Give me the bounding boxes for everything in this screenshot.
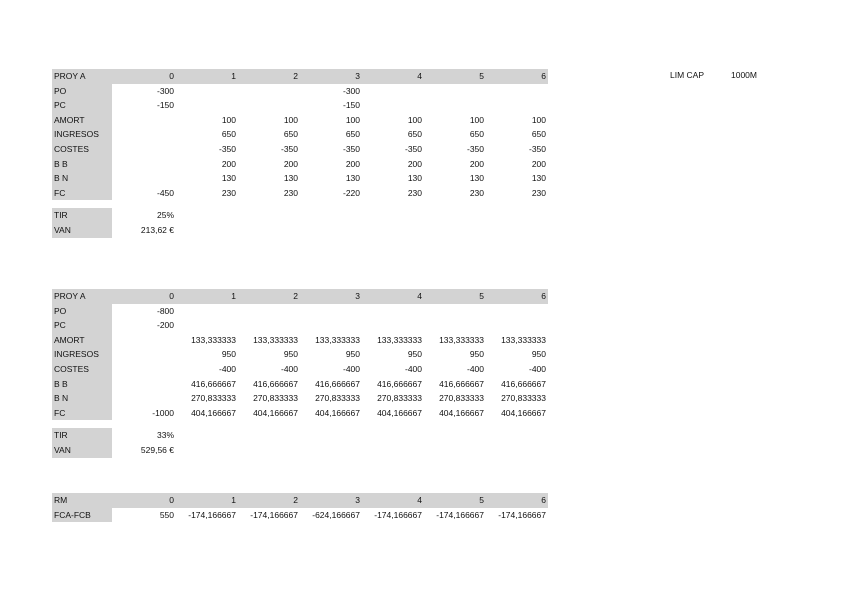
value-cell: 650: [283, 129, 298, 140]
value-cell: -450: [156, 187, 174, 198]
summary-row: [52, 208, 548, 223]
value-cell: [112, 347, 176, 362]
table-row: [52, 84, 548, 99]
value-cell: [362, 84, 424, 99]
value-cell: -400: [404, 363, 422, 374]
value-cell: 0: [112, 69, 176, 84]
row-label-cell: AMORT: [52, 333, 112, 348]
summary-label-cell: TIR: [52, 208, 112, 223]
row-label-cell: PO: [52, 84, 112, 99]
value-cell: -174,166667: [498, 509, 546, 520]
value-cell: 6: [486, 289, 548, 304]
value-cell: [176, 98, 238, 113]
summary-value-cell: 33%: [156, 430, 174, 441]
row-label-cell: RM: [52, 493, 112, 508]
value-cell: [112, 377, 176, 392]
value-cell: 0: [112, 289, 176, 304]
table-row: [52, 391, 548, 406]
value-cell: 200: [221, 158, 236, 169]
value-cell: 2: [238, 69, 300, 84]
table-row: [52, 113, 548, 128]
value-cell: [112, 362, 176, 377]
row-label-cell: PROY A: [52, 289, 112, 304]
value-cell: [112, 157, 176, 172]
value-cell: 133,333333: [501, 334, 546, 345]
table-row: [52, 508, 548, 523]
value-cell: [362, 304, 424, 319]
summary-label-cell: VAN: [52, 223, 112, 238]
value-cell: -300: [342, 85, 360, 96]
summary-row: [52, 443, 548, 458]
header-row: [52, 493, 548, 508]
value-cell: 2: [238, 289, 300, 304]
value-cell: 404,166667: [439, 407, 484, 418]
value-cell: 404,166667: [501, 407, 546, 418]
table-row: [52, 304, 548, 319]
value-cell: [238, 98, 300, 113]
value-cell: 950: [531, 349, 546, 360]
row-label-cell: PROY A: [52, 69, 112, 84]
value-cell: 230: [407, 187, 422, 198]
value-cell: 416,666667: [439, 378, 484, 389]
value-cell: 416,666667: [501, 378, 546, 389]
value-cell: 5: [424, 69, 486, 84]
value-cell: 270,833333: [439, 393, 484, 404]
value-cell: [176, 84, 238, 99]
value-cell: [176, 318, 238, 333]
value-cell: [238, 304, 300, 319]
summary-row: [52, 428, 548, 443]
value-cell: 133,333333: [439, 334, 484, 345]
spacer-row: [52, 420, 548, 428]
value-cell: -350: [404, 143, 422, 154]
value-cell: [424, 304, 486, 319]
value-cell: 1: [176, 289, 238, 304]
value-cell: 650: [221, 129, 236, 140]
value-cell: 0: [112, 493, 176, 508]
value-cell: 230: [531, 187, 546, 198]
value-cell: 950: [283, 349, 298, 360]
value-cell: [300, 318, 362, 333]
value-cell: [112, 142, 176, 157]
value-cell: [362, 318, 424, 333]
value-cell: 950: [469, 349, 484, 360]
row-label-cell: B B: [52, 377, 112, 392]
value-cell: [486, 84, 548, 99]
row-label-cell: FC: [52, 186, 112, 201]
row-label-cell: FCA-FCB: [52, 508, 112, 523]
row-label-cell: B N: [52, 171, 112, 186]
value-cell: 1: [176, 69, 238, 84]
value-cell: 404,166667: [315, 407, 360, 418]
value-cell: [362, 98, 424, 113]
value-cell: -800: [156, 305, 174, 316]
summary-label-cell: TIR: [52, 428, 112, 443]
value-cell: 133,333333: [377, 334, 422, 345]
row-label-cell: COSTES: [52, 142, 112, 157]
value-cell: 270,833333: [253, 393, 298, 404]
row-label-cell: B B: [52, 157, 112, 172]
summary-label-cell: VAN: [52, 443, 112, 458]
value-cell: 416,666667: [377, 378, 422, 389]
value-cell: 200: [283, 158, 298, 169]
header-row: [52, 69, 548, 84]
value-cell: [238, 318, 300, 333]
value-cell: 404,166667: [377, 407, 422, 418]
lim-cap-label: LIM CAP: [670, 70, 705, 80]
value-cell: -400: [218, 363, 236, 374]
table-row: [52, 127, 548, 142]
value-cell: 416,666667: [315, 378, 360, 389]
row-label-cell: PO: [52, 304, 112, 319]
value-cell: 230: [221, 187, 236, 198]
value-cell: -150: [156, 100, 174, 111]
value-cell: [238, 84, 300, 99]
value-cell: 4: [362, 493, 424, 508]
value-cell: 100: [221, 114, 236, 125]
value-cell: [112, 391, 176, 406]
row-label-cell: FC: [52, 406, 112, 421]
summary-value-cell: 25%: [156, 210, 174, 221]
value-cell: -350: [218, 143, 236, 154]
value-cell: 130: [407, 173, 422, 184]
value-cell: -300: [156, 85, 174, 96]
value-cell: -350: [528, 143, 546, 154]
value-cell: [112, 127, 176, 142]
summary-value-cell: 529,56 €: [140, 444, 174, 455]
value-cell: 100: [283, 114, 298, 125]
table-row: [52, 157, 548, 172]
row-label-cell: INGRESOS: [52, 127, 112, 142]
value-cell: [424, 318, 486, 333]
value-cell: 130: [345, 173, 360, 184]
value-cell: 404,166667: [253, 407, 298, 418]
lim-cap-value: 1000M: [731, 70, 757, 80]
value-cell: -174,166667: [374, 509, 422, 520]
row-label-cell: B N: [52, 391, 112, 406]
project-a-table: [52, 69, 548, 238]
value-cell: 6: [486, 493, 548, 508]
value-cell: 200: [531, 158, 546, 169]
value-cell: 416,666667: [253, 378, 298, 389]
value-cell: -350: [342, 143, 360, 154]
table-row: [52, 377, 548, 392]
table-row: [52, 318, 548, 333]
value-cell: -174,166667: [436, 509, 484, 520]
value-cell: 100: [345, 114, 360, 125]
value-cell: 200: [469, 158, 484, 169]
value-cell: 100: [531, 114, 546, 125]
value-cell: -350: [466, 143, 484, 154]
value-cell: 100: [469, 114, 484, 125]
value-cell: 6: [486, 69, 548, 84]
value-cell: 650: [469, 129, 484, 140]
value-cell: -150: [342, 100, 360, 111]
row-label-cell: PC: [52, 318, 112, 333]
value-cell: -350: [280, 143, 298, 154]
value-cell: -624,166667: [312, 509, 360, 520]
table-row: [52, 142, 548, 157]
value-cell: 404,166667: [191, 407, 236, 418]
value-cell: 2: [238, 493, 300, 508]
value-cell: 270,833333: [315, 393, 360, 404]
value-cell: 3: [300, 69, 362, 84]
table-row: [52, 171, 548, 186]
value-cell: -174,166667: [188, 509, 236, 520]
value-cell: 416,666667: [191, 378, 236, 389]
value-cell: 3: [300, 289, 362, 304]
value-cell: 130: [469, 173, 484, 184]
value-cell: 270,833333: [501, 393, 546, 404]
value-cell: 130: [221, 173, 236, 184]
project-b-table: [52, 289, 548, 458]
value-cell: 133,333333: [315, 334, 360, 345]
value-cell: [424, 84, 486, 99]
value-cell: 950: [407, 349, 422, 360]
value-cell: 133,333333: [191, 334, 236, 345]
value-cell: -400: [280, 363, 298, 374]
value-cell: 650: [345, 129, 360, 140]
value-cell: 950: [221, 349, 236, 360]
value-cell: [486, 98, 548, 113]
value-cell: 230: [283, 187, 298, 198]
spacer-row: [52, 200, 548, 208]
value-cell: 4: [362, 289, 424, 304]
value-cell: -1000: [152, 407, 174, 418]
value-cell: 550: [159, 509, 174, 520]
value-cell: 5: [424, 289, 486, 304]
value-cell: -400: [466, 363, 484, 374]
value-cell: [486, 318, 548, 333]
value-cell: -220: [342, 187, 360, 198]
table-row: [52, 98, 548, 113]
value-cell: [112, 113, 176, 128]
value-cell: [424, 98, 486, 113]
value-cell: 130: [531, 173, 546, 184]
value-cell: [112, 171, 176, 186]
row-label-cell: INGRESOS: [52, 347, 112, 362]
value-cell: 950: [345, 349, 360, 360]
header-row: [52, 289, 548, 304]
summary-row: [52, 223, 548, 238]
value-cell: -174,166667: [250, 509, 298, 520]
table-row: [52, 362, 548, 377]
value-cell: 270,833333: [191, 393, 236, 404]
table-row: [52, 333, 548, 348]
value-cell: 200: [345, 158, 360, 169]
value-cell: 650: [531, 129, 546, 140]
value-cell: 650: [407, 129, 422, 140]
value-cell: -400: [528, 363, 546, 374]
table-row: [52, 406, 548, 421]
value-cell: -200: [156, 320, 174, 331]
table-row: [52, 186, 548, 201]
value-cell: 130: [283, 173, 298, 184]
value-cell: 5: [424, 493, 486, 508]
table-row: [52, 347, 548, 362]
rm-table: [52, 493, 548, 522]
value-cell: 100: [407, 114, 422, 125]
value-cell: 230: [469, 187, 484, 198]
row-label-cell: PC: [52, 98, 112, 113]
value-cell: [486, 304, 548, 319]
value-cell: 200: [407, 158, 422, 169]
value-cell: 4: [362, 69, 424, 84]
value-cell: 3: [300, 493, 362, 508]
value-cell: [112, 333, 176, 348]
value-cell: -400: [342, 363, 360, 374]
row-label-cell: COSTES: [52, 362, 112, 377]
value-cell: [300, 304, 362, 319]
value-cell: 133,333333: [253, 334, 298, 345]
value-cell: 1: [176, 493, 238, 508]
summary-value-cell: 213,62 €: [140, 224, 174, 235]
value-cell: 270,833333: [377, 393, 422, 404]
value-cell: [176, 304, 238, 319]
row-label-cell: AMORT: [52, 113, 112, 128]
